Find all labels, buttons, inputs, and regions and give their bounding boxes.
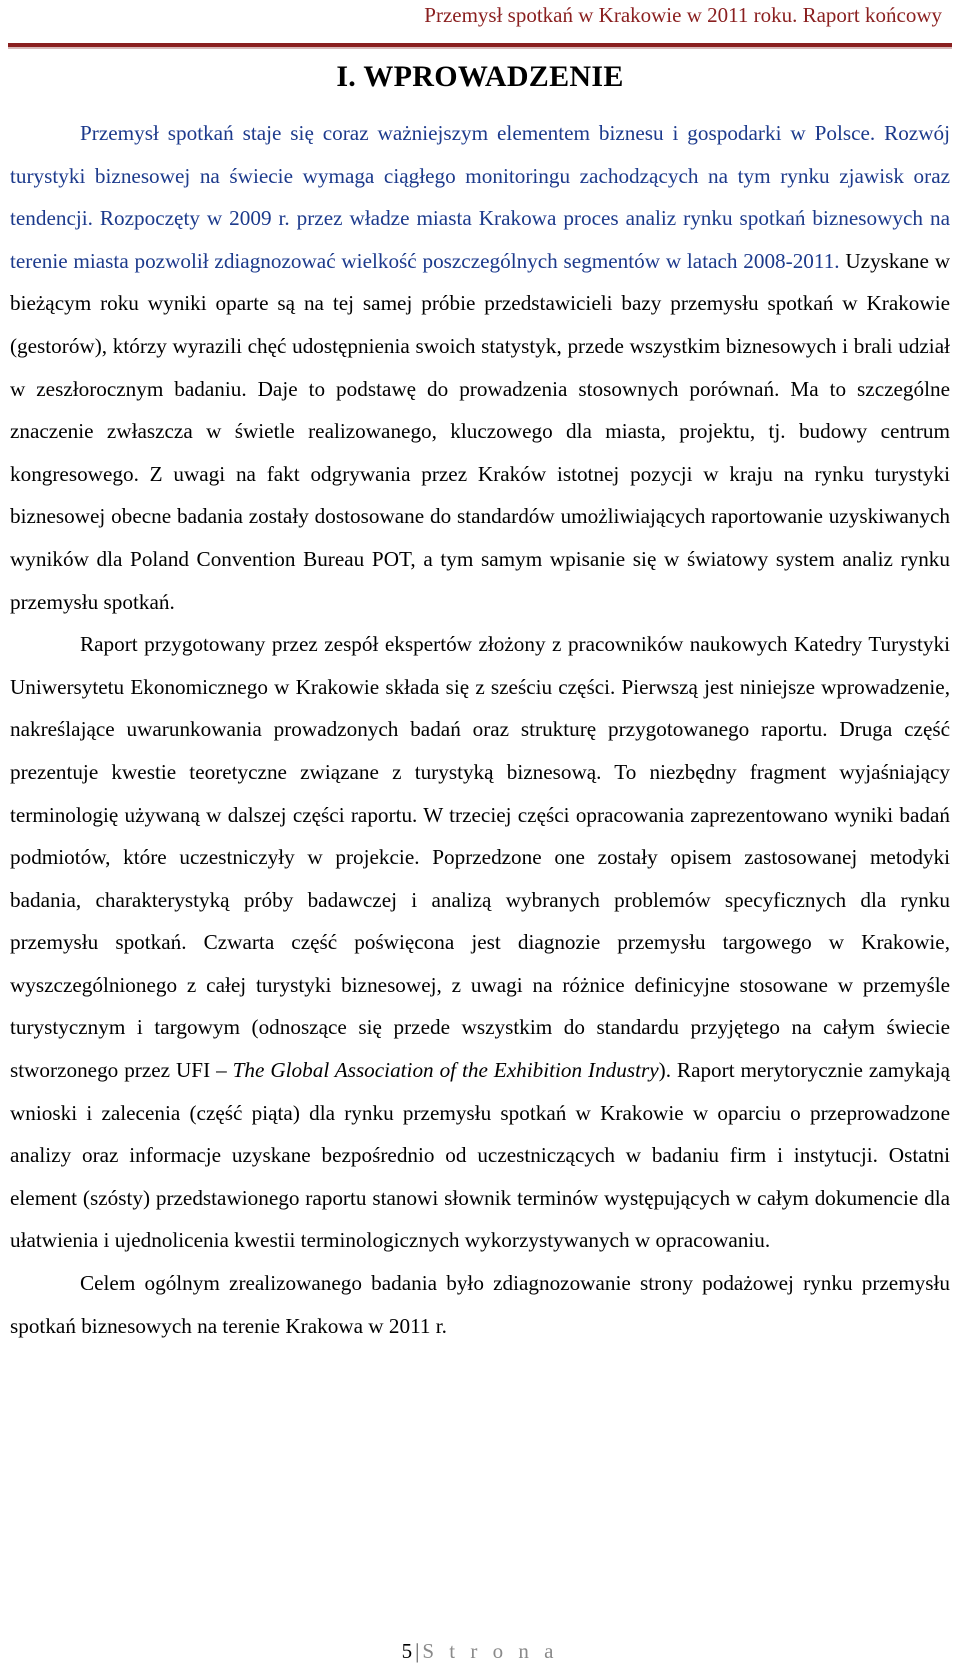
paragraph-1-highlighted-text: Przemysł spotkań staje się coraz ważniejszym elementem biznesu i gospodarki w Polsce. Rozwój turystyki biznesowej na świecie wymaga ciągłego monitoringu zachodzących na tym rynku zjawisk oraz tendencji. Rozpoczęty w 2009 r. przez władze miasta Krakowa proces analiz rynku spotkań biznesowych na terenie miasta pozwolił zdiagnozować wielkość poszczególnych segmentów w latach 2008-2011. (10, 121, 950, 273)
footer-separator: | (415, 1639, 420, 1663)
paragraph-1-text: Uzyskane w bieżącym roku wyniki oparte są na tej samej próbie przedstawicieli bazy przemysłu spotkań w Krakowie (gestorów), którzy wyrazili chęć udostępnienia swoich statystyk, przede wszystkim biznesowych i brali udział w zeszłorocznym badaniu. Daje to podstawę do prowadzenia stosownych porównań. Ma to szczególne znaczenie zwłaszcza w świetle realizowanego, kluczowego dla miasta, projektu, tj. budowy centrum kongresowego. Z uwagi na fakt odgrywania przez Kraków istotnej pozycji w kraju na rynku turystyki biznesowej obecne badania zostały dostosowane do standardów umożliwiających raportowanie uzyskiwanych wyników dla Poland Convention Bureau POT, a tym samym wpisanie się w światowy system analiz rynku przemysłu spotkań. (10, 248, 950, 614)
paragraph-1 (10, 112, 950, 623)
paragraph-2-text-start: Raport przygotowany przez zespół ekspertów złożony z pracowników naukowych Katedry Turystyki Uniwersytetu Ekonomicznego w Krakowie składa się z sześciu części. Pierwszą jest niniejsze wprowadzenie, nakreślające uwarunkowania prowadzonych badań oraz strukturę przygotowanego raportu. Druga część prezentuje kwestie teoretyczne związane z turystyką biznesową. To niezbędny fragment wyjaśniający terminologię używaną w dalszej części raportu. W trzeciej części opracowania zaprezentowano wyniki badań podmiotów, które uczestniczyły w projekcie. Poprzedzone one zostały opisem zastosowanej metodyki badania, charakterystyką próby badawczej i analizą wybranych problemów specyficznych dla rynku przemysłu spotkań. Czwarta część poświęcona jest diagnozie przemysłu targowego w Krakowie, wyszczególnionego z całej turystyki biznesowej, z uwagi na różnice definicyjne stosowane w przemyśle turystycznym i targowym (odnoszące się przede wszystkim do standardu przyjętego na całym świecie stworzonego przez UFI – (10, 632, 950, 1083)
paragraph-3-text: Celem ogólnym zrealizowanego badania było zdiagnozowanie strony podażowej rynku przemysłu spotkań biznesowych na terenie Krakowa w 2011 r. (10, 1271, 950, 1338)
paragraph-3 (10, 1262, 950, 1347)
footer-page-word: S t r o n a (422, 1639, 559, 1663)
page-number: 5 (401, 1639, 413, 1663)
section-title: I. WPROWADZENIE (336, 60, 624, 93)
running-header: Przemysł spotkań w Krakowie w 2011 roku. Raport końcowy (424, 3, 942, 27)
page-footer (0, 1637, 960, 1665)
paragraph-2-text-end: ). Raport merytorycznie zamykają wnioski i zalecenia (część piąta) dla rynku przemysłu spotkań w Krakowie w oparciu o przeprowadzone analizy oraz informacje uzyskane bezpośrednio od uczestniczących w badaniu firm i instytucji. Ostatni element (szósty) przedstawionego raportu stanowi słownik terminów występujących w całym dokumencie dla ułatwienia i ujednolicenia kwestii terminologicznych wykorzystywanych w opracowaniu. (10, 1058, 950, 1253)
paragraph-2-italic-name: The Global Association of the Exhibition Industry (232, 1058, 659, 1083)
header-divider (8, 43, 952, 47)
paragraph-2 (10, 623, 950, 1262)
body-text (10, 112, 950, 1347)
